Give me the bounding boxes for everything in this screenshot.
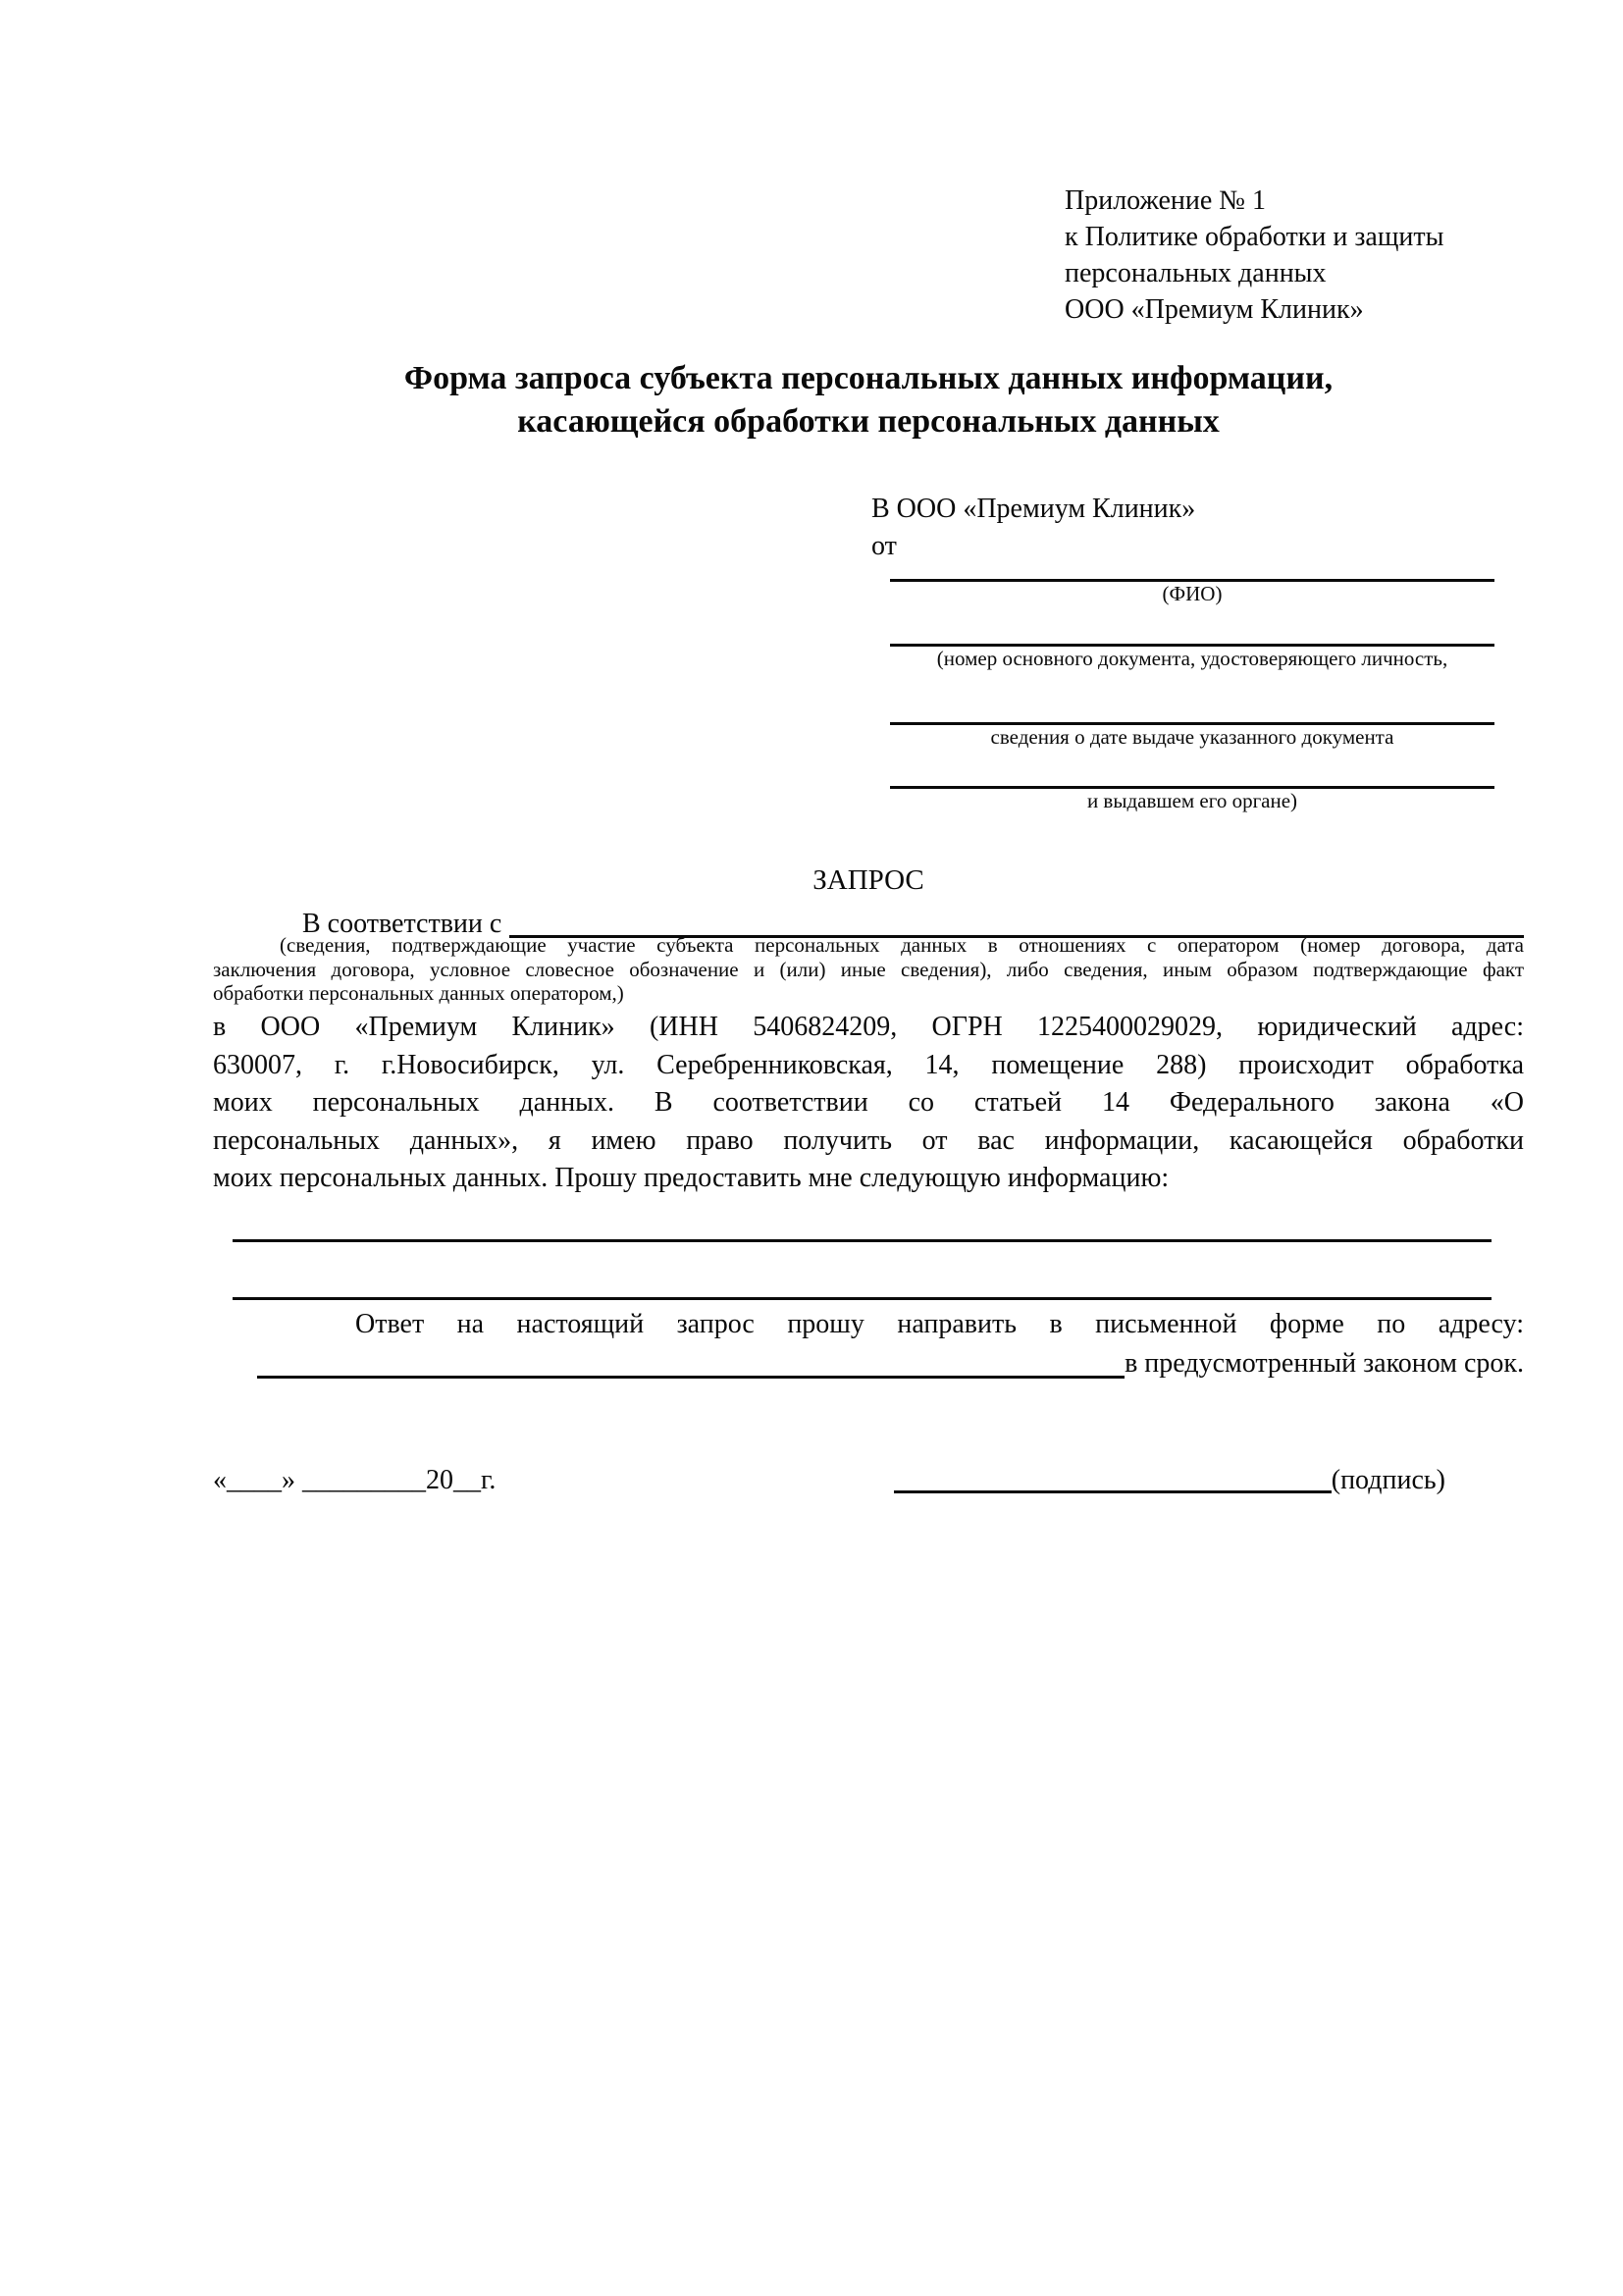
footnote-line: (сведения, подтверждающие участие субъекта персональных данных в отношениях с оператором (номер договора, дата [280,933,1524,957]
body-line: в ООО «Премиум Клиник» (ИНН 5406824209, ОГРН 1225400029029, юридический адрес: [213,1012,1524,1042]
reply-suffix: в предусмотренный законом срок. [1125,1348,1524,1379]
signature-row [213,1462,1524,1505]
footnote [213,933,1524,1006]
reply-address-line [213,1343,1524,1383]
form-title [213,357,1524,444]
date-blank: «____» _________20__г. [213,1465,497,1495]
intro-prefix: В соответствии с [302,909,502,939]
body-paragraph [213,1009,1524,1198]
addressee-from-label: от [871,531,897,561]
body-line: моих персональных данных. Прошу предоставить мне следующую информацию: [213,1163,1170,1193]
signature-caption: (подпись) [1331,1465,1445,1495]
body-line: моих персональных данных. В соответствии со статьей 14 Федерального закона «О [213,1087,1524,1118]
appendix-note-line: Приложение № 1 [1065,185,1266,216]
addressee-to: В ООО «Премиум Клиник» [871,494,1196,524]
appendix-note-line: к Политике обработки и защиты [1065,222,1444,252]
issue-date-caption: сведения о дате выдаче указанного документа [990,725,1394,749]
appendix-note-line: персональных данных [1065,258,1327,288]
addressee-block [871,491,1524,813]
body-line: персональных данных», я имею право получить от вас информации, касающейся обработки [213,1124,1524,1156]
form-title-line: Форма запроса субъекта персональных данных информации, [403,360,1334,396]
fio-caption: (ФИО) [1162,582,1223,605]
address-blank-line [257,1376,1125,1379]
reply-sentence: Ответ на настоящий запрос прошу направить в письменной форме по адресу: [355,1309,1524,1339]
appendix-note-line: ООО «Премиум Клиник» [1065,294,1364,325]
signature-field [894,1462,1445,1499]
appendix-note [1065,183,1443,328]
signature-blank-line [894,1490,1332,1493]
requested-info-blank-line [233,1239,1492,1242]
form-title-line: касающейся обработки персональных данных [517,403,1220,440]
document-number-caption: (номер основного документа, удостоверяющего личность, [936,647,1448,670]
body-line: 630007, г. г.Новосибирск, ул. Серебренниковская, 14, помещение 288) происходит обработка [213,1049,1524,1080]
footnote-line: заключения договора, условное словесное обозначение и (или) иные сведения), либо сведения, иным образом подтверждающие факт [213,957,1524,981]
requested-info-blank-line [233,1297,1492,1300]
footnote-line: обработки персональных данных оператором,) [213,981,624,1005]
request-heading: ЗАПРОС [812,864,924,896]
reply-paragraph [213,1306,1524,1383]
issuing-authority-caption: и выдавшем его органе) [1086,789,1298,812]
